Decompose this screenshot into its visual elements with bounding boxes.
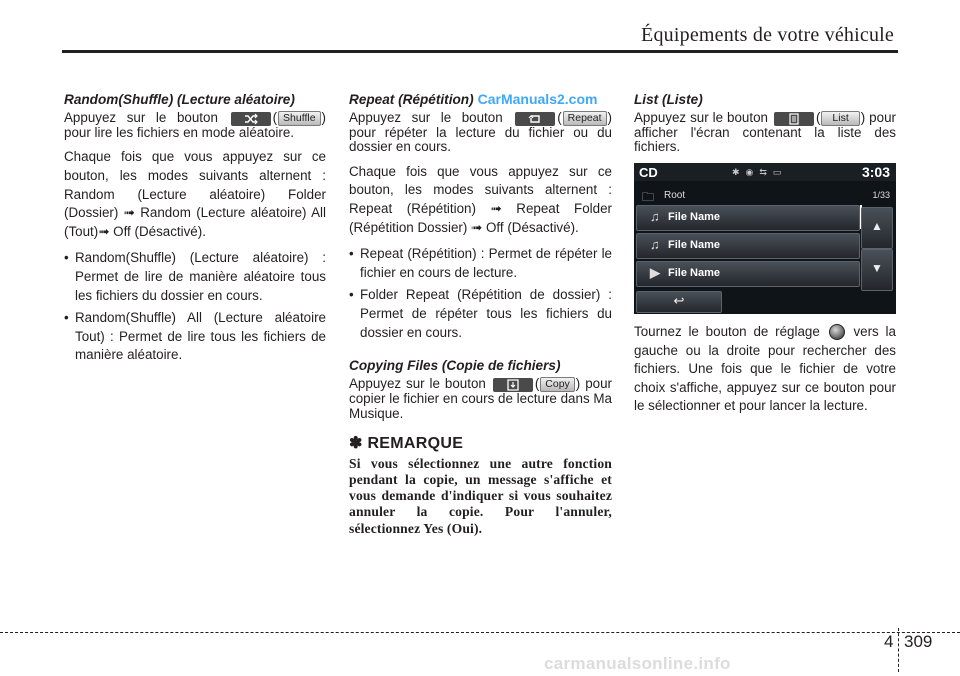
remark-title: ✽ REMARQUE [349,434,464,452]
heading-repeat: Repeat (Répétition) CarManuals2.com [349,91,598,107]
column-list [634,90,896,163]
status-icons: ✱◉⇆▭ [732,167,788,177]
folder-icon: 🗀 [642,190,655,204]
shuffle-button-icon [231,112,271,126]
watermark-carmanuals: CarManuals2.com [477,91,598,107]
repeat-bullet-list [349,245,612,342]
repeat-button-icon [515,112,555,126]
heading-copy: Copying Files (Copie de fichiers) [349,358,561,374]
back-arrow-icon: ↩ [673,293,685,308]
screen-mode: CD [639,165,658,180]
column-shuffle [64,90,326,373]
repeat-label: Repeat [563,111,607,126]
list-item: • Folder Repeat (Répétition de dossier) : Permet de répéter tous les fichiers du dossier en cours. [349,286,612,342]
list-item: • Repeat (Répétition) : Permet de répéter le fichier en cours de lecture. [349,245,612,282]
list-item: • Random(Shuffle) All (Lecture aléatoire Tout) : Permet de lire tous les fichiers de manière aléatoire. [64,309,326,365]
play-circle-icon: ▶ [650,265,660,280]
heading-shuffle: Random(Shuffle) (Lecture aléatoire) [64,92,295,107]
cd-list-screen [634,163,896,314]
header-rule [62,50,898,53]
file-row[interactable]: ♫ File Name [636,205,860,231]
tune-knob-icon [829,324,845,340]
paragraph-tune-knob: Tournez le bouton de réglage vers la gauche ou la droite pour rechercher des fichiers. Une fois que le fichier de votre choix s'affiche, appuyez sur ce bouton pour le sélectionner et pour lancer la lecture. [634,324,896,414]
music-note-icon: ♫ [650,209,660,224]
copy-label: Copy [540,377,575,392]
paragraph-shuffle-button: Appuyez sur le bouton ( Shuffle ) pour lire les fichiers en mode aléatoire. [64,110,326,140]
paragraph-copy-button: Appuyez sur le bouton ( Copy ) pour copier le fichier en cours de lecture dans Ma Musique. [349,376,612,421]
heading-list: List (Liste) [634,92,703,107]
arrow-down-icon: ▼ [871,261,883,275]
list-item: • Random(Shuffle) (Lecture aléatoire) : Permet de lire de manière aléatoire tous les fichiers du dossier en cours. [64,249,326,305]
footer-separator [898,628,899,672]
file-row[interactable]: ♫ File Name [636,233,860,259]
paragraph-repeat-button: Appuyez sur le bouton ( Repeat ) pour répéter la lecture du fichier ou du dossier en cours. [349,110,612,155]
file-row[interactable]: ▶ File Name [636,261,860,287]
list-button-icon [774,112,814,126]
paragraph-list-button: Appuyez sur le bouton ( List ) pour afficher l'écran contenant la liste des fichiers. [634,110,896,155]
arrow-up-icon: ▲ [871,219,883,233]
screen-time: 3:03 [861,164,890,180]
page-number: 309 [904,632,933,651]
watermark-footer: carmanualsonline.info [544,654,731,673]
paragraph-repeat-modes: Chaque fois que vous appuyez sur ce bouton, les modes suivants alternent : Repeat (Répétition) ➟ Repeat Folder (Répétition Dossier) ➟ Off (Désactivé). [349,163,612,235]
paragraph-shuffle-modes: Chaque fois que vous appuyez sur ce bouton, les modes suivants alternent : Random (Lecture aléatoire) Folder (Dossier) ➟ Random (Lecture aléatoire) All (Tout)➟ Off (Désactivé). [64,149,326,239]
list-label: List [821,111,859,126]
scroll-down-button[interactable] [861,249,893,291]
shuffle-bullet-list [64,249,326,365]
footer-rule [0,632,960,633]
screen-folder: Root [664,190,686,201]
back-button[interactable] [636,291,722,313]
screen-file-count: 1/33 [872,190,890,200]
shuffle-label: Shuffle [278,111,321,126]
page-header-title: Équipements de votre véhicule [641,24,894,46]
remark-body: Si vous sélectionnez une autre fonction pendant la copie, un message s'affiche et vous demande d'indiquer si vous souhaitez annuler la copie. Pour l'annuler, sélectionnez Yes (Oui). [349,455,612,536]
column-list-continued [634,323,896,424]
music-note-icon: ♫ [650,237,660,252]
column-repeat [349,90,612,537]
copy-button-icon [493,378,533,392]
scroll-up-button[interactable] [861,207,893,249]
chapter-number: 4 [884,632,894,651]
